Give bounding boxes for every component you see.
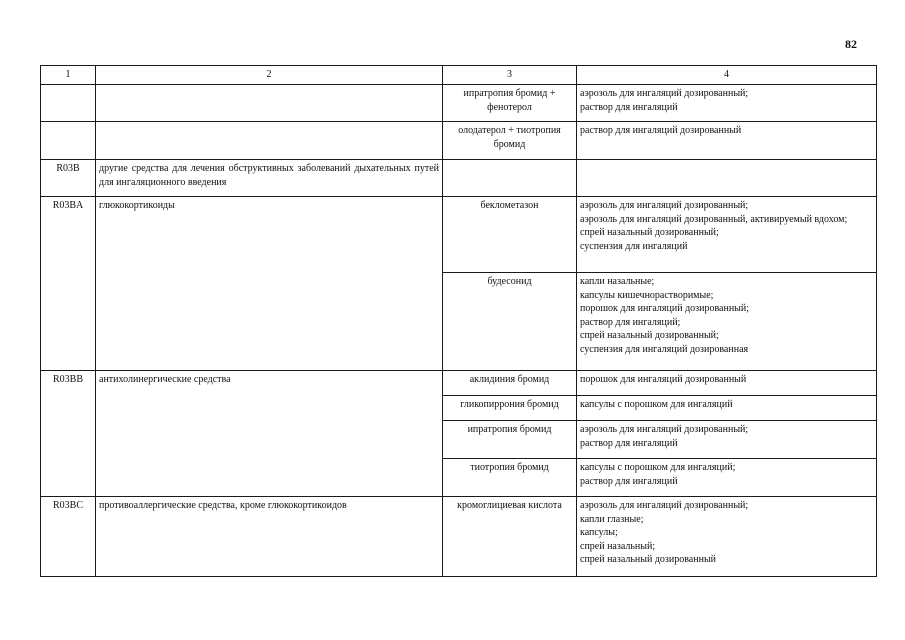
atc-code-cell: R03BC <box>41 497 96 577</box>
table-row <box>41 85 877 122</box>
drug-name-cell: ипратропия бромид + фенотерол <box>443 85 577 122</box>
atc-code-cell: R03BB <box>41 371 96 497</box>
dosage-form-cell <box>577 497 877 577</box>
group-name-cell: антихолинергические средства <box>96 371 443 497</box>
table-header-row <box>41 66 877 85</box>
table-row <box>41 197 877 273</box>
dosage-form-line: аэрозоль для ингаляций дозированный; <box>580 500 749 511</box>
dosage-form-line: капсулы с порошком для ингаляций; <box>580 462 736 473</box>
dosage-form-line: капли глазные; <box>580 513 644 525</box>
dosage-form-line: суспензия для ингаляций <box>580 240 688 252</box>
dosage-form-cell <box>577 160 877 197</box>
dosage-form-line: аэрозоль для ингаляций дозированный; <box>580 88 749 99</box>
group-name-cell: противоаллергические средства, кроме глюкокортикоидов <box>96 497 443 577</box>
drug-name-cell: ипратропия бромид <box>443 421 577 459</box>
atc-code-cell <box>41 85 96 122</box>
drug-name-cell <box>443 160 577 197</box>
dosage-form-line: спрей назальный дозированный; <box>580 227 719 238</box>
dosage-form-cell <box>577 396 877 421</box>
dosage-form-line: аэрозоль для ингаляций дозированный; <box>580 200 749 211</box>
group-name-cell: другие средства для лечения обструктивных заболеваний дыхательных путей для ингаляционного введения <box>96 160 443 197</box>
dosage-form-line: капсулы кишечнорастворимые; <box>580 289 714 301</box>
dosage-form-line: порошок для ингаляций дозированный <box>580 374 747 385</box>
dosage-form-line: раствор для ингаляций дозированный <box>580 125 742 136</box>
table-row <box>41 497 877 577</box>
column-header: 1 <box>41 66 96 85</box>
drug-name-cell: гликопиррония бромид <box>443 396 577 421</box>
dosage-form-line: раствор для ингаляций <box>580 101 678 113</box>
dosage-form-line: раствор для ингаляций; <box>580 316 681 328</box>
column-header: 3 <box>443 66 577 85</box>
dosage-form-line: спрей назальный дозированный <box>580 554 717 565</box>
atc-code-cell: R03B <box>41 160 96 197</box>
dosage-form-line: спрей назальный; <box>580 540 656 552</box>
table-row <box>41 371 877 396</box>
group-name-cell: глюкокортикоиды <box>96 197 443 371</box>
drug-name-cell: тиотропия бромид <box>443 459 577 497</box>
dosage-form-line: суспензия для ингаляций дозированная <box>580 343 749 355</box>
atc-code-cell <box>41 122 96 160</box>
dosage-form-cell <box>577 371 877 396</box>
dosage-form-line: раствор для ингаляций <box>580 437 678 449</box>
dosage-form-cell <box>577 459 877 497</box>
drug-table <box>40 65 877 577</box>
drug-name-cell: будесонид <box>443 273 577 371</box>
table-row <box>41 160 877 197</box>
drug-name-cell: кромоглициевая кислота <box>443 497 577 577</box>
dosage-form-cell <box>577 122 877 160</box>
drug-name-cell: олодатерол + тиотропия бромид <box>443 122 577 160</box>
column-header: 2 <box>96 66 443 85</box>
dosage-form-cell <box>577 273 877 371</box>
dosage-form-cell <box>577 197 877 273</box>
dosage-form-line: капсулы с порошком для ингаляций <box>580 399 733 410</box>
dosage-form-cell <box>577 421 877 459</box>
group-name-cell <box>96 85 443 122</box>
dosage-form-line: раствор для ингаляций <box>580 475 678 487</box>
dosage-form-line: капсулы; <box>580 527 618 538</box>
column-header: 4 <box>577 66 877 85</box>
dosage-form-line: спрей назальный дозированный; <box>580 330 719 341</box>
table-row <box>41 122 877 160</box>
dosage-form-line: аэрозоль для ингаляций дозированный, активируемый вдохом; <box>580 213 848 225</box>
dosage-form-cell <box>577 85 877 122</box>
drug-name-cell: беклометазон <box>443 197 577 273</box>
atc-code-cell: R03BA <box>41 197 96 371</box>
dosage-form-line: порошок для ингаляций дозированный; <box>580 303 750 314</box>
dosage-form-line: аэрозоль для ингаляций дозированный; <box>580 424 749 435</box>
dosage-form-line: капли назальные; <box>580 276 655 287</box>
drug-name-cell: аклидиния бромид <box>443 371 577 396</box>
page-number: 82 <box>845 37 857 51</box>
group-name-cell <box>96 122 443 160</box>
